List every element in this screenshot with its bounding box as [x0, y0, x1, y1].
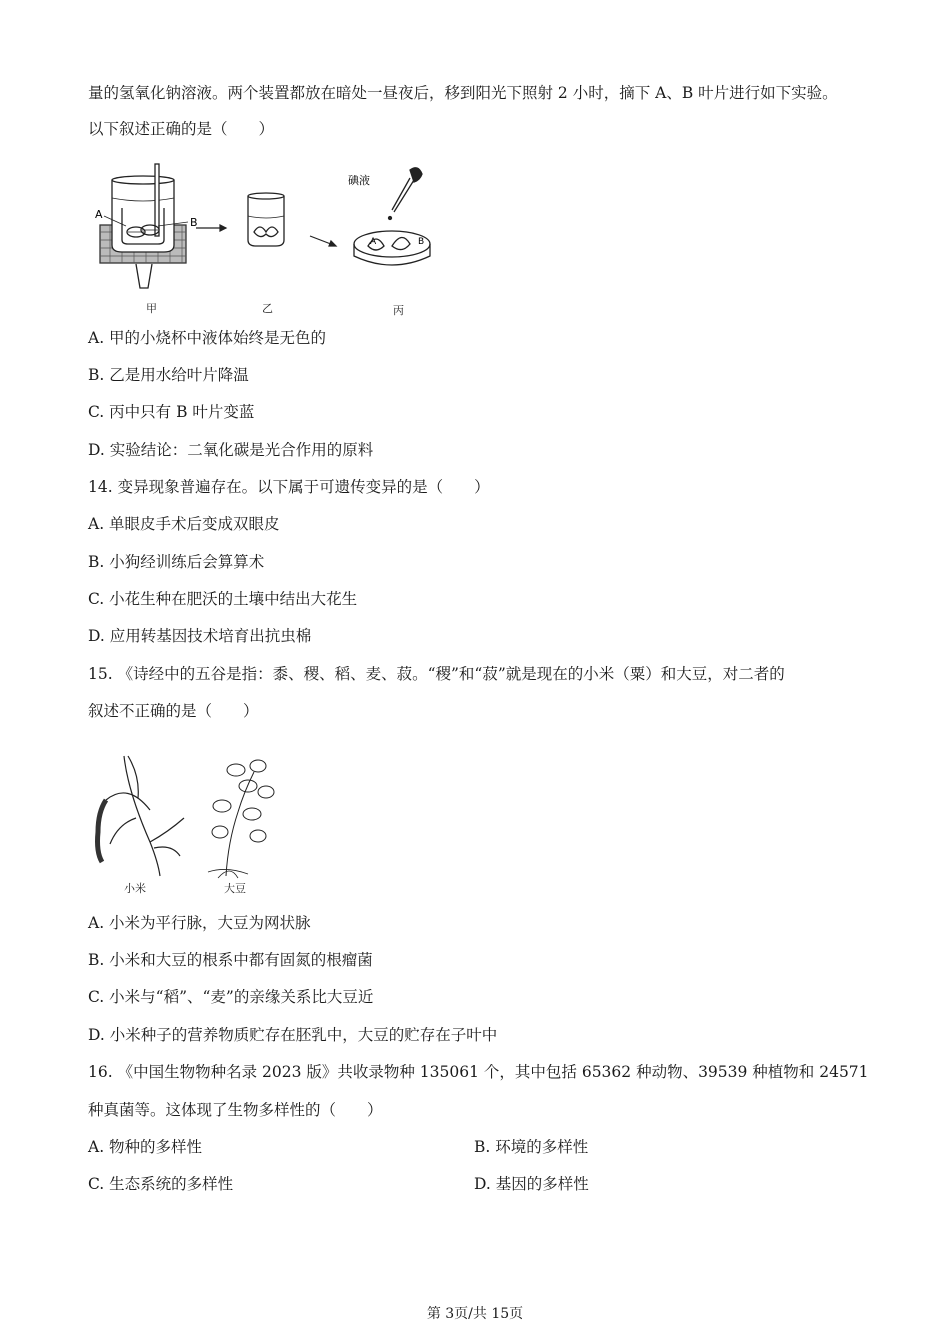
apparatus-jia — [100, 164, 188, 288]
q16-stem-line2: 种真菌等。这体现了生物多样性的（ ） — [88, 1101, 383, 1119]
q13-option-a: A. 甲的小烧杯中液体始终是无色的 — [88, 329, 327, 347]
q14-option-d: D. 应用转基因技术培育出抗虫棉 — [88, 627, 312, 645]
q15-option-a: A. 小米为平行脉，大豆为网状脉 — [88, 914, 311, 932]
q15-stem-line1: 15. 《诗经中的五谷是指：黍、稷、稻、麦、菽。“稷”和“菽”就是现在的小米（粟）和大豆，对二者的 — [88, 665, 785, 683]
q16-option-a: A. 物种的多样性 — [88, 1138, 203, 1156]
dish-label-b: B — [418, 237, 425, 247]
q16-stem-line1: 16. 《中国生物物种名录 2023 版》共收录物种 135061 个，其中包括 65362 种动物、39539 种植物和 24571 — [88, 1063, 869, 1081]
q13-option-d: D. 实验结论：二氧化碳是光合作用的原料 — [88, 441, 374, 459]
q15-option-b: B. 小米和大豆的根系中都有固氮的根瘤菌 — [88, 951, 373, 969]
q15-stem-line2: 叙述不正确的是（ ） — [88, 702, 259, 720]
q14-option-c: C. 小花生种在肥沃的土壤中结出大花生 — [88, 590, 358, 608]
caption-soy: 大豆 — [224, 882, 246, 895]
q16-option-c: C. 生态系统的多样性 — [88, 1175, 234, 1193]
apparatus-yi — [248, 193, 284, 246]
caption-jia: 甲 — [146, 302, 157, 315]
q14-option-b: B. 小狗经训练后会算算术 — [88, 553, 265, 571]
q13-experiment-figure — [92, 160, 425, 320]
q13-option-b: B. 乙是用水给叶片降温 — [88, 366, 249, 384]
q14-option-a: A. 单眼皮手术后变成双眼皮 — [88, 515, 280, 533]
q16-option-d: D. 基因的多样性 — [474, 1175, 589, 1193]
page-footer: 第 3页/共 15页 — [426, 1306, 524, 1322]
label-iodine: 碘液 — [348, 174, 370, 187]
q13-option-c: C. 丙中只有 B 叶片变蓝 — [88, 403, 255, 421]
q13-stem-line1: 量的氢氧化钠溶液。两个装置都放在暗处一昼夜后，移到阳光下照射 2 小时，摘下 A、B 叶片进行如下实验。 — [88, 84, 838, 102]
q14-stem: 14. 变异现象普遍存在。以下属于可遗传变异的是（ ） — [88, 478, 490, 496]
label-b: B — [190, 216, 198, 229]
caption-millet: 小米 — [124, 882, 146, 895]
arrow-icon — [310, 236, 336, 246]
caption-yi: 乙 — [262, 302, 273, 315]
q15-plant-figure — [88, 752, 288, 880]
millet-drawing — [98, 756, 185, 876]
dish-label-a: A — [370, 237, 377, 247]
label-a: A — [95, 208, 103, 221]
q15-option-c: C. 小米与“稻”、“麦”的亲缘关系比大豆近 — [88, 988, 374, 1006]
caption-bing: 丙 — [393, 304, 404, 317]
q16-option-b: B. 环境的多样性 — [474, 1138, 589, 1156]
q15-option-d: D. 小米种子的营养物质贮存在胚乳中，大豆的贮存在子叶中 — [88, 1026, 498, 1044]
q13-stem-line2: 以下叙述正确的是（ ） — [88, 120, 275, 138]
soybean-drawing — [208, 760, 274, 878]
arrow-icon — [196, 225, 226, 231]
